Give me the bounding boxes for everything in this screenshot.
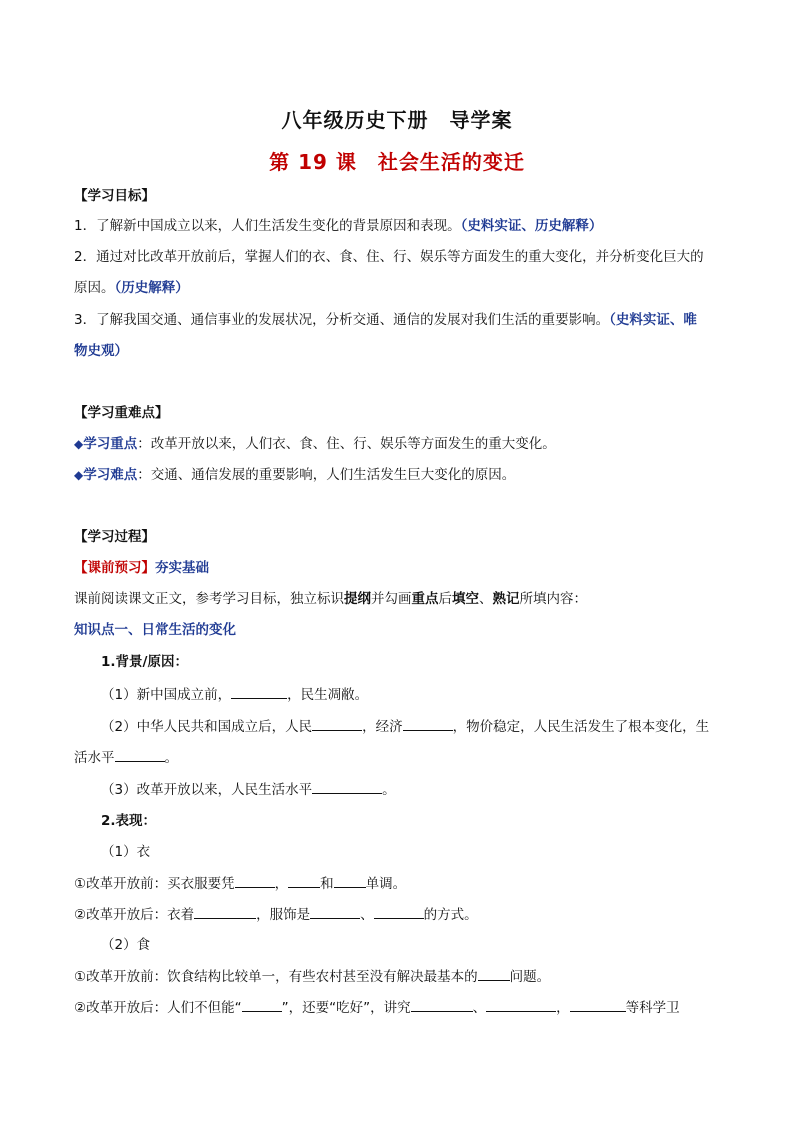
preview-title: 夯实基础: [155, 560, 209, 576]
objective-3-tag-close: ）: [114, 343, 128, 359]
fill-text: 。: [164, 750, 178, 766]
background-2-cont: [74, 747, 178, 768]
key-points-heading: 【学习重难点】: [74, 405, 169, 421]
instruction-text: 后: [438, 591, 452, 607]
food-before: [74, 966, 550, 987]
fill-text: ，: [556, 1000, 570, 1016]
objective-3-tag-2a: 唯: [683, 312, 697, 328]
fill-text: 。: [382, 782, 396, 798]
objective-1-tag-close: ）: [588, 218, 603, 234]
focus-text: ：改革开放以来，人们衣、食、住、行、娱乐等方面发生的重大变化。: [137, 436, 556, 452]
fill-text: （2）中华人民共和国成立后，人民: [101, 719, 313, 735]
manifestation-heading: 2.表现：: [101, 813, 157, 829]
difficulty-line: [74, 465, 515, 485]
objective-1-text: 1．了解新中国成立以来，人们生活发生变化的背景原因和表现。: [74, 218, 461, 234]
objective-1-tag-open: （: [460, 218, 468, 234]
fill-blank[interactable]: [312, 779, 382, 794]
fill-text: 、: [472, 1000, 487, 1016]
fill-text: ②改革开放后：衣着: [74, 907, 195, 923]
fill-text: 问题。: [509, 969, 551, 985]
fill-text: 、: [360, 907, 374, 923]
fill-text: ，: [274, 876, 289, 892]
process-heading: 【学习过程】: [74, 529, 155, 545]
objective-1-tag-sep: 、: [521, 218, 535, 234]
fill-blank[interactable]: [374, 904, 424, 919]
fill-blank[interactable]: [194, 904, 256, 919]
fill-text: ，服饰是: [256, 907, 311, 923]
fill-blank[interactable]: [486, 997, 556, 1012]
document-title: 八年级历史下册 导学案: [281, 108, 513, 132]
fill-blank[interactable]: [478, 966, 510, 981]
objective-2-tag: 历史解释: [121, 280, 176, 296]
difficulty-label: 学习难点: [83, 467, 138, 483]
objective-3-tag-open: （: [609, 312, 616, 328]
background-2: [101, 716, 709, 737]
fill-text: ①改革开放前：买衣服要凭: [74, 876, 235, 892]
instruction-emphasis: 重点: [411, 591, 439, 607]
food-after: [74, 997, 680, 1018]
clothing-label: （1）衣: [101, 844, 151, 860]
objective-1-tag-2: 历史解释: [534, 218, 589, 234]
fill-blank[interactable]: [334, 873, 366, 888]
fill-text: ，经济: [362, 719, 403, 735]
fill-blank[interactable]: [231, 684, 287, 699]
objective-1: [74, 216, 602, 236]
objective-3-tag-sep: 、: [669, 312, 684, 328]
focus-line: [74, 434, 556, 454]
preview-label: 【课前预习】: [74, 560, 155, 576]
objective-3-line-b: [74, 341, 128, 361]
knowledge-point-1: 知识点一、日常生活的变化: [74, 622, 236, 638]
background-1: [101, 684, 368, 705]
fill-text: 活水平: [74, 750, 115, 766]
fill-blank[interactable]: [312, 716, 362, 731]
objective-2-tag-open: （: [114, 280, 122, 296]
objective-3-line-a: [74, 310, 697, 330]
objective-2-line-b: [74, 278, 189, 298]
fill-text: 和: [320, 876, 334, 892]
instruction-text: 并勾画: [371, 591, 412, 607]
background-3: [101, 779, 396, 800]
instruction-text: 、: [479, 591, 493, 607]
objective-2-text-b: 原因。: [74, 280, 115, 296]
fill-blank[interactable]: [288, 873, 320, 888]
fill-blank[interactable]: [115, 747, 165, 762]
fill-text: ①改革开放前：饮食结构比较单一，有些农村甚至没有解决最基本的: [74, 969, 478, 985]
objective-2-tag-close: ）: [175, 280, 189, 296]
fill-blank[interactable]: [570, 997, 626, 1012]
fill-blank[interactable]: [310, 904, 360, 919]
clothing-after: [74, 904, 478, 925]
instruction-text: 所填内容：: [519, 591, 587, 607]
fill-blank[interactable]: [235, 873, 275, 888]
diamond-bullet-icon: ◆: [74, 468, 84, 482]
objective-1-tag-1: 史料实证: [467, 218, 522, 234]
objective-3-tag-2b: 物史观: [74, 343, 115, 359]
lesson-title: 第 19 课 社会生活的变迁: [269, 150, 525, 174]
fill-text: （1）新中国成立前，: [101, 687, 232, 703]
background-heading: 1.背景/原因：: [101, 654, 188, 670]
objective-3-text: 3．了解我国交通、通信事业的发展状况，分析交通、通信的发展对我们生活的重要影响。: [74, 312, 610, 328]
instruction-emphasis: 熟记: [492, 591, 520, 607]
instruction-emphasis: 提纲: [344, 591, 371, 607]
preview-line: [74, 558, 209, 578]
fill-text: （3）改革开放以来，人民生活水平: [101, 782, 313, 798]
fill-blank[interactable]: [242, 997, 282, 1012]
difficulty-text: ：交通、通信发展的重要影响，人们生活发生巨大变化的原因。: [137, 467, 516, 483]
objective-2-line-a: 2．通过对比改革开放前后，掌握人们的衣、食、住、行、娱乐等方面发生的重大变化，并分析变化巨大的: [74, 249, 704, 265]
fill-text: 的方式。: [423, 907, 478, 923]
fill-text: ”，还要“吃好”，讲究: [281, 1000, 411, 1016]
food-label: （2）食: [101, 937, 151, 953]
fill-text: 等科学卫: [625, 1000, 680, 1016]
objectives-heading: 【学习目标】: [74, 188, 155, 204]
diamond-bullet-icon: ◆: [74, 437, 84, 451]
fill-blank[interactable]: [411, 997, 473, 1012]
focus-label: 学习重点: [83, 436, 138, 452]
instruction-line: [74, 589, 587, 609]
fill-text: ，民生凋敝。: [287, 687, 369, 703]
fill-text: ，物价稳定，人民生活发生了根本变化，生: [452, 719, 710, 735]
clothing-before: [74, 873, 406, 894]
instruction-text: 课前阅读课文正文，参考学习目标，独立标识: [74, 591, 344, 607]
fill-blank[interactable]: [403, 716, 453, 731]
fill-text: ②改革开放后：人们不但能“: [74, 1000, 242, 1016]
objective-3-tag-1: 史料实证: [615, 312, 670, 328]
fill-text: 单调。: [365, 876, 407, 892]
instruction-emphasis: 填空: [452, 591, 479, 607]
